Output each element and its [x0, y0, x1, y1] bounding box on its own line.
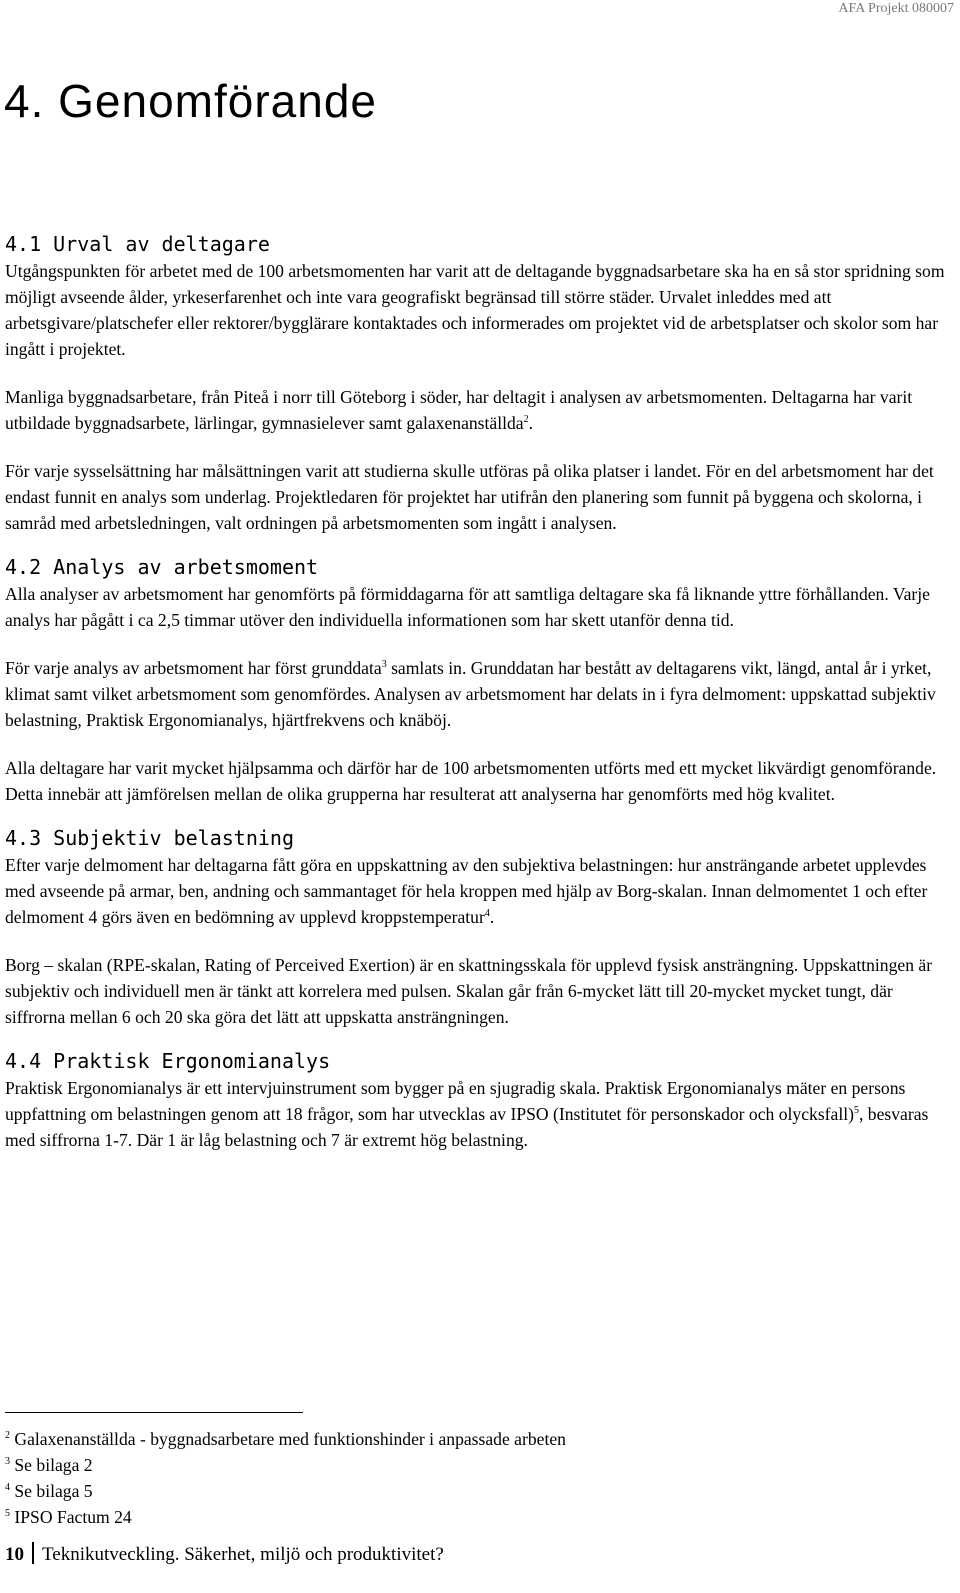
footnote-number: 4	[5, 1482, 10, 1494]
paragraph-text: Praktisk Ergonomianalys är ett intervjuinstrument som bygger på en sjugradig skala. Praktisk Ergonomianalys mäter en persons uppfattning om belastningen genom att 18 frågor, som har utvecklas av IPSO (Institutet för personskador och olycksfall)	[5, 1078, 906, 1124]
paragraph-text-tail: samlats in. Grunddatan har bestått av deltagarens vikt, längd, antal år i yrket, klimat samt vilket arbetsmoment som genomfördes. Analysen av arbetsmoment har delats in i fyra delmoment: uppskattad subjektiv belastning, Praktisk Ergonomianalys, hjärtfrekvens och knäböj.	[5, 658, 936, 730]
section-ergonomianalys	[5, 1047, 955, 1153]
footnote-text: Se bilaga 2	[10, 1455, 93, 1475]
footnote-number: 2	[5, 1430, 10, 1442]
footnotes	[5, 1426, 945, 1530]
footnote	[5, 1504, 945, 1530]
footnote-ref: 4	[484, 908, 490, 920]
page-footer	[5, 1541, 444, 1569]
paragraph: För varje sysselsättning har målsättningen varit att studierna skulle utföras på olika platser i landet. För en del arbetsmoment har det endast funnit en analys som underlag. Projektledaren för projektet har utifrån den planering som funnit på byggena och skolorna, i samråd med arbetsledningen, valt ordningen på arbetsmomenten som ingått i analysen.	[5, 461, 934, 533]
paragraph-text-tail: .	[528, 413, 534, 433]
footnote	[5, 1426, 945, 1452]
footnote-ref: 3	[381, 659, 387, 671]
section-urval	[5, 230, 955, 536]
footnote	[5, 1478, 945, 1504]
section-heading: 4.2 Analys av arbetsmoment	[5, 555, 319, 579]
chapter-title: 4. Genomförande	[4, 75, 378, 127]
footnote-number: 3	[5, 1456, 10, 1468]
paragraph: Utgångspunkten för arbetet med de 100 arbetsmomenten har varit att de deltagande byggnadsarbetare ska ha en så stor spridning som möjligt avseende ålder, yrkeserfarenhet och inte vara geografiskt begränsad till större städer. Urvalet inleddes med att arbetsgivare/platschefer eller rektorer/bygglärare kontaktades och informerades om projektet vid de arbetsplatser och skolor som har ingått i projektet.	[5, 261, 945, 359]
footer-separator	[32, 1542, 34, 1564]
footnote-divider	[5, 1412, 303, 1413]
project-reference: AFA Projekt 080007	[838, 1, 954, 16]
footnote-text: Se bilaga 5	[10, 1481, 93, 1501]
paragraph	[5, 384, 955, 436]
paragraph	[5, 852, 955, 930]
document-body	[5, 230, 955, 1175]
section-analys	[5, 553, 955, 807]
section-heading: 4.4 Praktisk Ergonomianalys	[5, 1049, 331, 1073]
footnote-text: IPSO Factum 24	[10, 1507, 132, 1527]
paragraph: Alla deltagare har varit mycket hjälpsamma och därför har de 100 arbetsmomenten utförts med ett mycket likvärdigt genomförande. Detta innebär att jämförelsen mellan de olika grupperna har resulterat att analyserna har genomförts med hög kvalitet.	[5, 758, 937, 804]
footnote-text: Galaxenanställda - byggnadsarbetare med funktionshinder i anpassade arbeten	[10, 1429, 566, 1449]
paragraph	[5, 1075, 955, 1153]
paragraph-text: Manliga byggnadsarbetare, från Piteå i norr till Göteborg i söder, har deltagit i analysen av arbetsmomenten. Deltagarna har varit utbildade byggnadsarbete, lärlingar, gymnasielever samt galaxenanställda	[5, 387, 913, 433]
section-subjektiv	[5, 824, 955, 1030]
footnote	[5, 1452, 945, 1478]
paragraph-text-tail: , besvaras med siffrorna 1-7. Där 1 är låg belastning och 7 är extremt hög belastning.	[5, 1104, 929, 1150]
section-heading: 4.1 Urval av deltagare	[5, 232, 270, 256]
footnote-ref: 2	[523, 414, 529, 426]
paragraph	[5, 655, 955, 733]
section-heading: 4.3 Subjektiv belastning	[5, 826, 294, 850]
paragraph-text: Efter varje delmoment har deltagarna fått göra en uppskattning av den subjektiva belastningen: hur ansträngande arbetet upplevdes med avseende på armar, ben, andning och sammantaget för hela kroppen med hjälp av Borg-skalan. Innan delmomentet 1 och efter delmoment 4 görs även en bedömning av upplevd kroppstemperatur	[5, 855, 928, 927]
footer-title: Teknikutveckling. Säkerhet, miljö och produktivitet?	[42, 1544, 444, 1565]
paragraph-text: För varje analys av arbetsmoment har först grunddata	[5, 658, 382, 678]
paragraph: Borg – skalan (RPE-skalan, Rating of Perceived Exertion) är en skattningsskala för upplevd fysisk ansträngning. Uppskattningen är subjektiv och individuell men är tänkt att korrelera med pulsen. Skalan går från 6-mycket lätt till 20-mycket mycket tungt, där siffrorna mellan 6 och 20 ska göra det lätt att uppskatta ansträngningen.	[5, 955, 933, 1027]
paragraph-text-tail: .	[489, 907, 495, 927]
footnote-number: 5	[5, 1508, 10, 1520]
paragraph: Alla analyser av arbetsmoment har genomförts på förmiddagarna för att samtliga deltagare ska få liknande yttre förhållanden. Varje analys har pågått i ca 2,5 timmar utöver den individuella informationen som har skett utanför denna tid.	[5, 584, 930, 630]
page-number: 10	[5, 1544, 24, 1565]
footnote-ref: 5	[853, 1105, 859, 1117]
